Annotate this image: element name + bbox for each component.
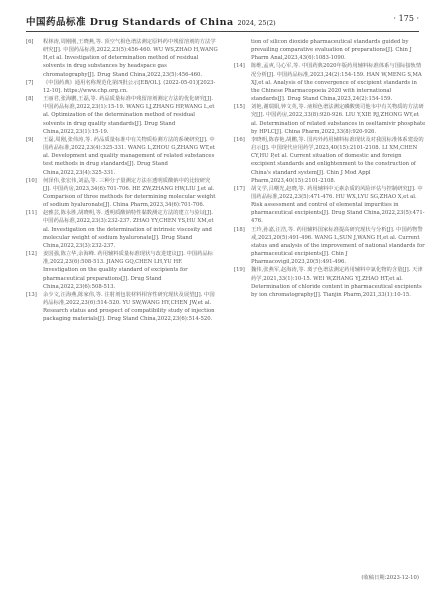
reference-text: 胡文学,吕曙光,赵晓,等. 药用辅料中元素杂质的风险评估与控制研究[J]. 中国药品标准,2022,23(5):471-476. HU WX,LYU SG,ZHAO X,et al. Risk assessment and control of elemental impurities in pharmaceutical excipients[J]. Drug Stand China,2022,23(5):471-476. — [251, 185, 425, 225]
reference-text: 王丽君,张海鹏,王磊,等. 药品质量标准中残留溶剂测定方法的优化研究[J]. 中国药品标准,2022,23(1):15-19. WANG LJ,ZHANG HP,WANG L,et al. Optimization of the determination method of residual solvents in drug quality standards[J]. Drug Stand China,2022,23(1):15-19. — [43, 96, 215, 135]
reference-item — [234, 136, 426, 185]
reference-number: [13] — [26, 291, 37, 298]
reference-item — [26, 136, 218, 177]
journal-name: 中国药品标准 Drug Standards of China — [26, 17, 234, 28]
reference-number: [18] — [234, 226, 245, 233]
reference-number: [15] — [234, 104, 245, 111]
reference-number: [11] — [26, 210, 37, 217]
reference-item — [26, 250, 218, 291]
reference-text: 程林涛,周刚刚,王晓燕,等. 顶空气相色谱法测定原料药中残留溶剂的方法学研究[J]. 中国药品标准,2022,23(5):456-460. WU WS,ZHAO H,WANG H,et al. Investigation of determination method of residual solvents in drug substances by headspace gas chromatography[J]. Drug Stand China,2022,23(5):456-460. — [43, 39, 218, 78]
page-header — [26, 14, 419, 28]
reference-number: [7] — [26, 79, 34, 86]
reference-number: [16] — [234, 136, 245, 143]
reference-column-left — [26, 38, 218, 323]
reference-item — [234, 62, 426, 103]
reference-text: 王磊,周刚,张伟涛,等. 药品质量标准中有关物质检测方法的系统研究[J]. 中国药品标准,2022,23(4):325-331. WANG L,ZHOU G,ZHANG WT,et al. Development and quality management of related substances test methods in drug standards[J]. Drug Stand China,2022,23(4):325-331. — [43, 136, 215, 176]
reference-item — [234, 266, 426, 299]
reference-item — [26, 209, 218, 250]
header-rule — [26, 31, 419, 32]
reference-text: 何泽伟,张宏伟,刘晶,等. 三种分子量测定方法在透明质酸钠中的比较研究[J]. 中国药房,2023,34(6):701-706. HE ZW,ZHANG HW,LIU J,et al. Comparison of three methods for determining molecular weight of sodium hyaluronate[J]. China Pharm,2023,34(6):701-706. — [43, 177, 216, 209]
reference-text: 赵雅芸,陈永胜,胡晓明,等. 透明质酸钠特性黏数测定方法的建立与验证[J]. 中国药品标准,2022,23(3):232-237. ZHAO YY,CHEN YS,HU XM,et al. Investigation on the determination of intrinsic viscosity and molecular weight of sodium hyaluronate[J]. Drug Stand China,2022,23(3):232-237. — [43, 210, 214, 249]
reference-item — [234, 103, 426, 136]
reference-column-right — [234, 38, 426, 299]
reference-text: 王玲,孙嘉,汪浩,等. 药用辅料国家标准提高研究现状与分析[J]. 中国药物警戒,2023,20(5):491-496. WANG L,SUN J,WANG H,et al. Current status and analysis of the improvement of national standards for pharmaceutical excipients[J]. Chin J Pharmacovigil,2023,20(5):491-496. — [251, 226, 425, 266]
page-number: · 175 · — [393, 14, 419, 23]
reference-number: [10] — [26, 177, 37, 184]
reference-text: 李晓明,陈春艳,胡鹏,等. 国内外药用辅料标准现状及对我国标准体系建设的启示[J]. 中国现代应用药学,2023,40(15):2101-2108. LI XM,CHEN CY,HU P,et al. Current situation of domestic and foreign excipient standards and enlightenment to the construction of China's standard system[J]. Chin J Mod Appl Pharm,2023,40(15):2101-2108. — [251, 136, 424, 184]
reference-item — [26, 38, 218, 79]
reference-text: tion of silicon dioxide pharmaceutical standards guided by prevailing comparative evaluation of preparations[J]. Chin J Pharm Anal,2023,43(6):1083-1090. — [251, 39, 412, 62]
reference-text: 余少文,汪海燕,陈家伟,等. 注射剂包装材料相容性研究现状及展望[J]. 中国药品标准,2022,23(6):514-520. YU SW,WANG HY,CHEN JW,et al. Research status and prospect of compatibility study of injection packaging materials[J]. Drug Stand China,2022,23(6):514-520. — [43, 291, 215, 323]
reference-number: [19] — [234, 267, 245, 274]
journal-issue: 2024, 25(2) — [237, 19, 276, 27]
reference-number: [12] — [26, 251, 37, 258]
reference-text: 魏伟,张燕军,赵海涛,等. 离子色谱法测定药用辅料中氯化物的含量[J]. 天津药学,2021,33(1):10-15. WEI W,ZHANG YJ,ZHAO HT,et al. Determination of chloride content in pharmaceutical excipients by ion chromatography[J]. Tianjin Pharm,2021,33(1):10-15. — [251, 267, 423, 298]
reference-number: [9] — [26, 136, 34, 143]
reference-text: 陈维,孟爽,马心军,等. 中国药典2020年版药用辅料标准体系与国际接轨情况分析[J]. 中国药品标准,2023,24(2):154-159. HAN W,MENG S,MA XJ,et al. Analysis of the convergence of excipient standards in the Chinese Pharmacopoeia 2020 with international standards[J]. Drug Stand China,2023,24(2):154-159. — [251, 63, 422, 103]
received-date: (收稿日期:2023-12-10) — [361, 575, 419, 581]
reference-item — [26, 79, 218, 95]
reference-item — [26, 95, 218, 136]
reference-item — [234, 38, 426, 62]
reference-item — [26, 291, 218, 324]
reference-text: 《中国药典》通用名称规范化第四批公示[EB/OL]. (2022-05-01)[2023-12-10]. https://www.chp.org.cn. — [43, 79, 216, 94]
journal-title — [26, 14, 276, 28]
reference-text: 刘艳,谢瑞娟,钟文英,等. 液相色谱法测定磷酸奥司他韦中有关物质的方法研究[J]. 中国药房,2022,33(8):920-926. LIU Y,XIE RJ,ZHONG WY,et al. Determination of related substances in oseltamivir phosphate by HPLC[J]. China Pharm,2022,33(8):920-926. — [251, 104, 426, 135]
reference-item — [26, 177, 218, 210]
reference-number: [17] — [234, 185, 245, 192]
reference-item — [234, 226, 426, 267]
reference-number: [14] — [234, 63, 245, 70]
reference-item — [234, 185, 426, 226]
reference-text: 姜国强,陈立华,余海峰. 药用辅料质量标准现状与改进建议[J]. 中国药品标准,2022,23(6):508-513. JIANG GQ,CHEN LH,YU HF. Investigation on the quality standard of excipients for pharmaceutical preparations[J]. Drug Stand China,2022,23(6):508-513. — [43, 251, 213, 290]
reference-number: [6] — [26, 39, 34, 45]
reference-number: [8] — [26, 96, 34, 103]
